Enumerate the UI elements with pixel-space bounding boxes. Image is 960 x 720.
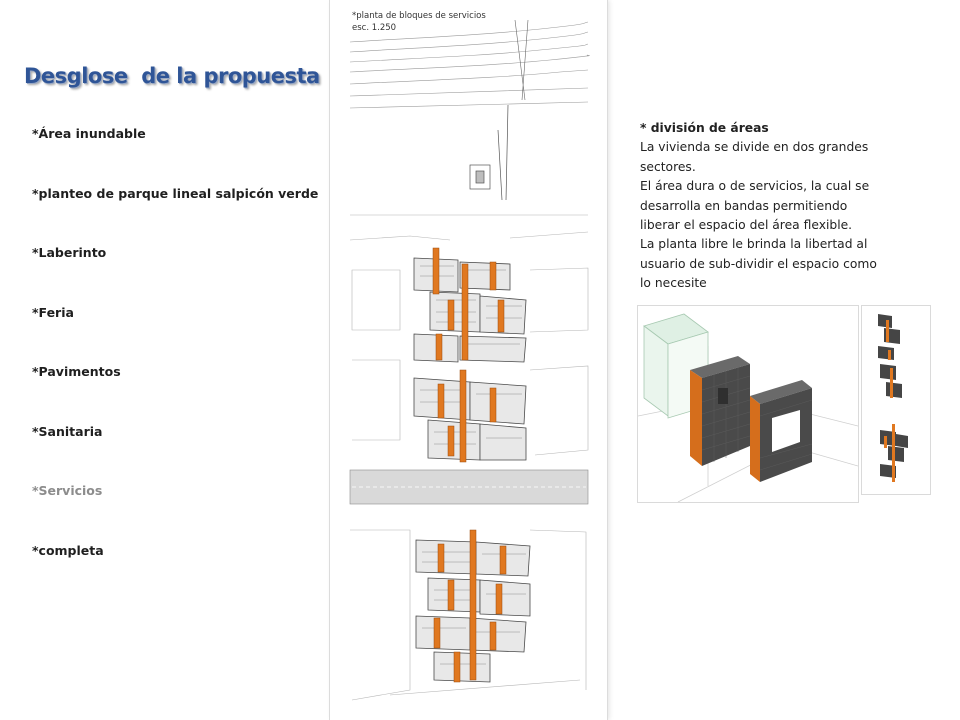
description-line-3: La planta libre le brinda la libertad al usuario de sub-dividir el espacio como lo necesite	[640, 237, 877, 291]
plan-road	[350, 470, 588, 504]
site-plan-drawing	[330, 0, 607, 720]
plan-contours	[350, 20, 589, 108]
plan-block-group-upper	[414, 248, 526, 462]
description-line-2: El área dura o de servicios, la cual se desarrolla en bandas permitiendo liberar el espacio del área flexible.	[640, 179, 870, 233]
menu-item-servicios[interactable]: *Servicios	[32, 483, 103, 498]
description-line-1: La vivienda se divide en dos grandes sectores.	[640, 140, 869, 174]
block-diagrams	[862, 306, 930, 494]
plan-block-group-lower	[416, 530, 530, 682]
3d-block-render-image	[638, 306, 858, 502]
render-3d-view	[638, 306, 858, 502]
menu-item-parque-lineal[interactable]: *planteo de parque lineal salpicón verde	[32, 185, 319, 201]
menu-item-completa[interactable]: *completa	[32, 542, 104, 558]
description-block	[640, 119, 885, 294]
menu-item-feria[interactable]: *Feria	[32, 304, 74, 320]
description-heading: * división de áreas	[640, 121, 769, 135]
menu-item-laberinto[interactable]: *Laberinto	[32, 245, 107, 260]
menu-item-area-inundable[interactable]: *Área inundable	[32, 126, 146, 141]
slide-title: Desglose de la propuesta	[24, 64, 320, 88]
menu-item-pavimentos[interactable]: *Pavimentos	[32, 364, 121, 379]
plan-caption-title: *planta de bloques de servicios	[352, 11, 486, 21]
plan-kiosk	[470, 105, 508, 200]
block-diagram-image	[862, 306, 930, 494]
menu-item-sanitaria[interactable]: *Sanitaria	[32, 423, 103, 439]
topic-menu	[32, 126, 332, 602]
plan-caption-scale: esc. 1.250	[352, 23, 397, 33]
